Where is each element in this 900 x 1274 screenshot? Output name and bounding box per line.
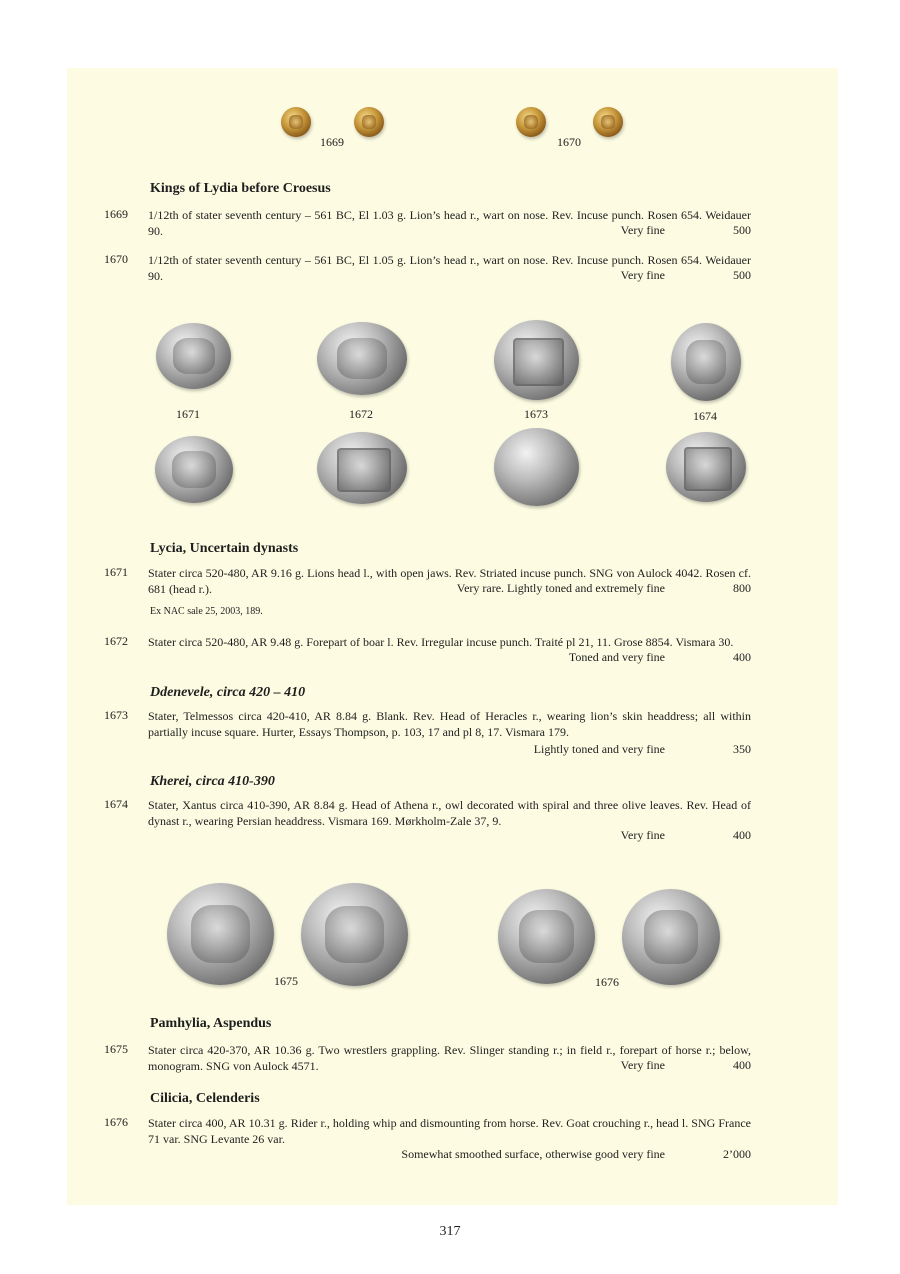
lot-number-1673: 1673 (104, 708, 128, 722)
figure-label-1672: 1672 (349, 407, 373, 421)
coin-image-1676-obverse (498, 889, 595, 984)
lot-provenance-1671: Ex NAC sale 25, 2003, 189. (150, 606, 263, 617)
figure-label-1675: 1675 (274, 974, 298, 988)
lot-price-1673: 350 (733, 742, 751, 756)
page-number: 317 (439, 1224, 461, 1239)
lot-price-1669: 500 (733, 223, 751, 237)
lot-condition-1675: Very fine (620, 1058, 665, 1072)
lot-price-1675: 400 (733, 1058, 751, 1072)
lot-description-1669: 1/12th of stater seventh century – 561 BC, El 1.03 g. Lion’s head r., wart on nose. Rev. Incuse punch. Rosen 654. Weidauer 90. (148, 208, 751, 238)
coin-image-1671-obverse (156, 323, 231, 389)
section-heading-cilicia: Cilicia, Celenderis (150, 1091, 260, 1106)
coin-image-1673-obverse-blank (494, 428, 579, 506)
lot-price-1670: 500 (733, 268, 751, 282)
lot-description-1670: 1/12th of stater seventh century – 561 BC, El 1.05 g. Lion’s head r., wart on nose. Rev. Incuse punch. Rosen 654. Weidauer 90. (148, 253, 751, 283)
figure-label-1676: 1676 (595, 975, 619, 989)
coin-image-1669-obverse (281, 107, 311, 137)
lot-condition-1669: Very fine (620, 223, 665, 237)
coin-image-1671-reverse (155, 436, 233, 503)
lot-price-1674: 400 (733, 828, 751, 842)
lot-number-1672: 1672 (104, 634, 128, 648)
figure-label-1670: 1670 (557, 135, 581, 149)
section-heading-pamhylia: Pamhylia, Aspendus (150, 1016, 272, 1031)
coin-image-1676-reverse (622, 889, 720, 985)
lot-condition-1673: Lightly toned and very fine (533, 742, 665, 756)
coin-image-1674-reverse (666, 432, 746, 502)
lot-price-1671: 800 (733, 581, 751, 595)
coin-image-1670-obverse (516, 107, 546, 137)
lot-number-1675: 1675 (104, 1042, 128, 1056)
coin-image-1675-reverse (301, 883, 408, 986)
figure-label-1673: 1673 (524, 407, 548, 421)
lot-number-1674: 1674 (104, 797, 128, 811)
figure-label-1674: 1674 (693, 409, 717, 423)
lot-description-1676: Stater circa 400, AR 10.31 g. Rider r., holding whip and dismounting from horse. Rev. Goat crouching r., head l. SNG France 71 var. SNG Levante 26 var. (148, 1116, 751, 1146)
coin-image-1673-reverse (494, 320, 579, 400)
coin-image-1672-obverse (317, 322, 407, 395)
figure-label-1671: 1671 (176, 407, 200, 421)
section-heading-ddenevele: Ddenevele, circa 420 – 410 (150, 685, 306, 700)
lot-price-1676: 2’000 (723, 1147, 751, 1161)
lot-condition-1676: Somewhat smoothed surface, otherwise good very fine (401, 1147, 665, 1161)
lot-description-1674: Stater, Xantus circa 410-390, AR 8.84 g. Head of Athena r., owl decorated with spiral and three olive leaves. Rev. Head of dynast r., wearing Persian headdress. Vismara 169. Mørkholm-Zale 37, 9. (148, 798, 751, 828)
lot-description-1671: Stater circa 520-480, AR 9.16 g. Lions head l., with open jaws. Rev. Striated incuse punch. SNG von Aulock 4042. Rosen cf. 681 (head r.). (148, 566, 751, 596)
section-heading-kherei: Kherei, circa 410-390 (150, 774, 275, 789)
lot-number-1671: 1671 (104, 565, 128, 579)
lot-description-1673: Stater, Telmessos circa 420-410, AR 8.84 g. Blank. Rev. Head of Heracles r., wearing lion’s skin headdress; all within partially incuse square. Hurter, Essays Thompson, p. 103, 17 and pl 8, 17. Vismara 179. (148, 709, 751, 739)
lot-condition-1671: Very rare. Lightly toned and extremely fine (456, 581, 665, 595)
lot-description-1675: Stater circa 420-370, AR 10.36 g. Two wrestlers grappling. Rev. Slinger standing r.; in field r., forepart of horse r.; below, monogram. SNG von Aulock 4571. (148, 1043, 751, 1073)
lot-number-1670: 1670 (104, 252, 128, 266)
coin-image-1674-obverse (671, 323, 741, 401)
lot-number-1676: 1676 (104, 1115, 128, 1129)
coin-image-1669-reverse (354, 107, 384, 137)
lot-condition-1674: Very fine (620, 828, 665, 842)
figure-label-1669: 1669 (320, 135, 344, 149)
lot-price-1672: 400 (733, 650, 751, 664)
lot-number-1669: 1669 (104, 207, 128, 221)
section-heading-lycia: Lycia, Uncertain dynasts (150, 541, 299, 556)
lot-condition-1672: Toned and very fine (568, 650, 665, 664)
coin-image-1672-reverse (317, 432, 407, 504)
lot-description-1672: Stater circa 520-480, AR 9.48 g. Forepart of boar l. Rev. Irregular incuse punch. Traité pl 21, 11. Grose 8854. Vismara 30. (148, 635, 734, 649)
section-heading-lydia: Kings of Lydia before Croesus (150, 181, 331, 196)
coin-image-1675-obverse (167, 883, 274, 985)
coin-image-1670-reverse (593, 107, 623, 137)
lot-condition-1670: Very fine (620, 268, 665, 282)
